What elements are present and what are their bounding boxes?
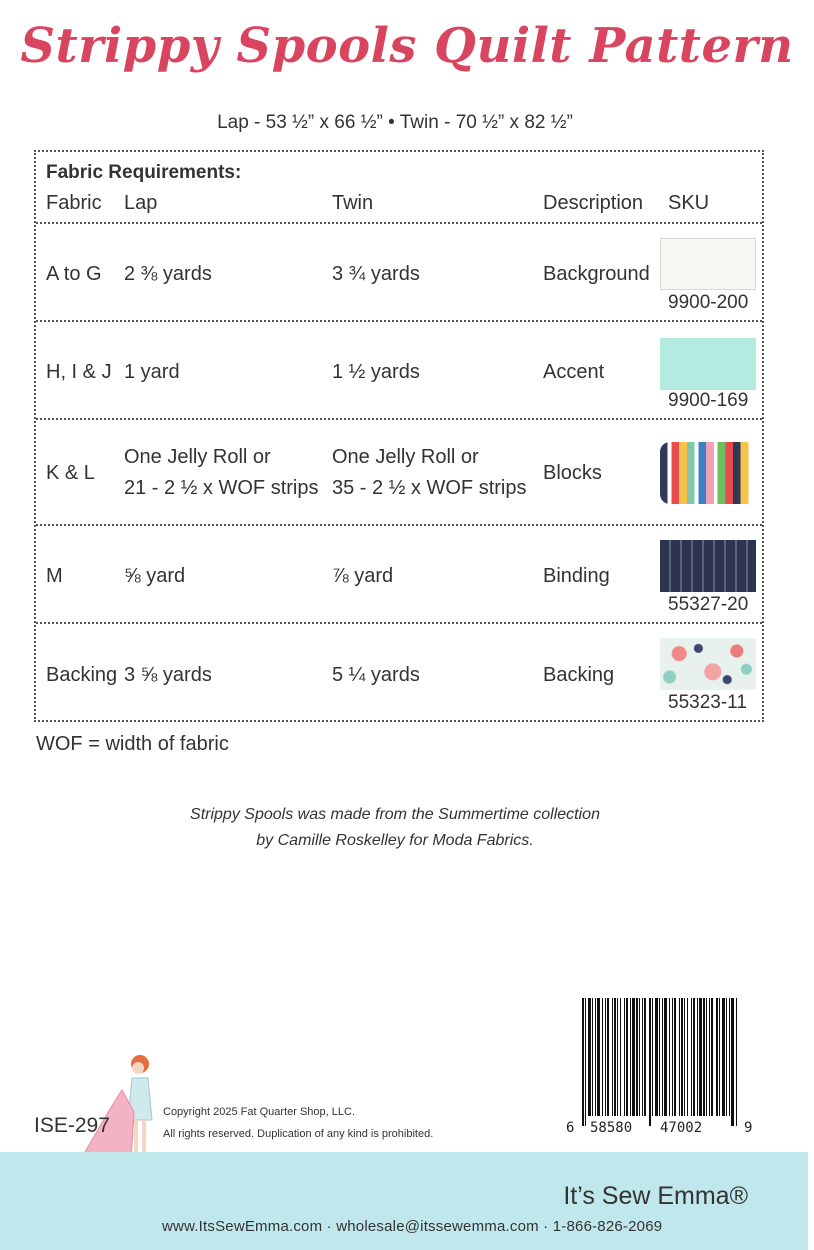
pattern-title: Strippy Spools Quilt Pattern [20,18,794,74]
lap-cell-line1: One Jelly Roll or [124,446,271,468]
description-cell: Blocks [543,462,602,484]
fabric-cell: M [46,565,63,587]
footer-band [0,1152,808,1250]
collection-credit [0,802,790,854]
lap-cell: 3 ⅝ yards [124,664,212,686]
fabric-swatch-accent [660,338,756,390]
column-header-lap: Lap [124,192,158,214]
barcode-group1: 58580 [590,1120,633,1136]
table-row [36,420,762,526]
description-cell: Background [543,263,650,285]
barcode-group2: 47002 [660,1120,703,1136]
fabric-swatch-backing [660,638,756,690]
copyright-line1: Copyright 2025 Fat Quarter Shop, LLC. [163,1106,355,1118]
barcode-check-digit: 9 [744,1120,753,1136]
fabric-cell: Backing [46,664,118,686]
column-header-fabric: Fabric [46,192,102,214]
twin-cell: 3 ¾ yards [332,263,420,285]
sku-cell: 55323-11 [668,692,747,713]
copyright-notice [163,1101,433,1145]
description-cell: Binding [543,565,610,587]
wof-note: WOF = width of fabric [36,733,229,755]
fabric-swatch-binding [660,540,756,592]
sku-cell: 55327-20 [668,594,749,615]
fabric-cell: A to G [46,263,102,285]
lap-cell: ⅝ yard [124,565,186,587]
description-cell: Accent [543,361,605,383]
table-row [36,526,762,624]
sku-cell: 9900-169 [668,390,749,411]
fabric-swatch-background [660,238,756,290]
quilt-sizes: Lap - 53 ½” x 66 ½” • Twin - 70 ½” x 82 ½” [217,112,573,133]
pattern-code: ISE-297 [34,1114,110,1137]
table-row [36,322,762,420]
twin-cell-line1: One Jelly Roll or [332,446,479,468]
twin-cell-line2: 35 - 2 ½ x WOF strips [332,477,527,499]
column-header-description: Description [543,192,644,214]
twin-cell: 1 ½ yards [332,361,420,383]
contact-info: www.ItsSewEmma.com · wholesale@itssewemma.com · 1-866-826-2069 [162,1218,663,1235]
copyright-line2: All rights reserved. Duplication of any kind is prohibited. [163,1128,434,1140]
barcode [580,998,740,1128]
column-header-twin: Twin [332,192,374,214]
column-header-sku: SKU [668,192,710,214]
jelly-roll-image [660,442,756,504]
fabric-cell: H, I & J [46,361,112,383]
fabric-requirements-table [34,150,764,722]
description-cell: Backing [543,664,615,686]
sku-cell: 9900-200 [668,292,749,313]
table-header [36,152,762,224]
collection-credit-line2: by Camille Roskelley for Moda Fabrics. [256,832,534,849]
twin-cell: 5 ¼ yards [332,664,420,686]
lap-cell-line2: 21 - 2 ½ x WOF strips [124,477,319,499]
table-caption: Fabric Requirements: [46,162,242,183]
table-row [36,224,762,322]
lap-cell: 2 ⅜ yards [124,263,212,285]
fabric-cell: K & L [46,462,95,484]
collection-credit-line1: Strippy Spools was made from the Summertime collection [190,806,600,823]
twin-cell: ⅞ yard [332,565,394,587]
barcode-first-digit: 6 [566,1120,575,1136]
brand-name: It’s Sew Emma® [563,1182,748,1210]
table-row [36,624,762,720]
lap-cell: 1 yard [124,361,180,383]
